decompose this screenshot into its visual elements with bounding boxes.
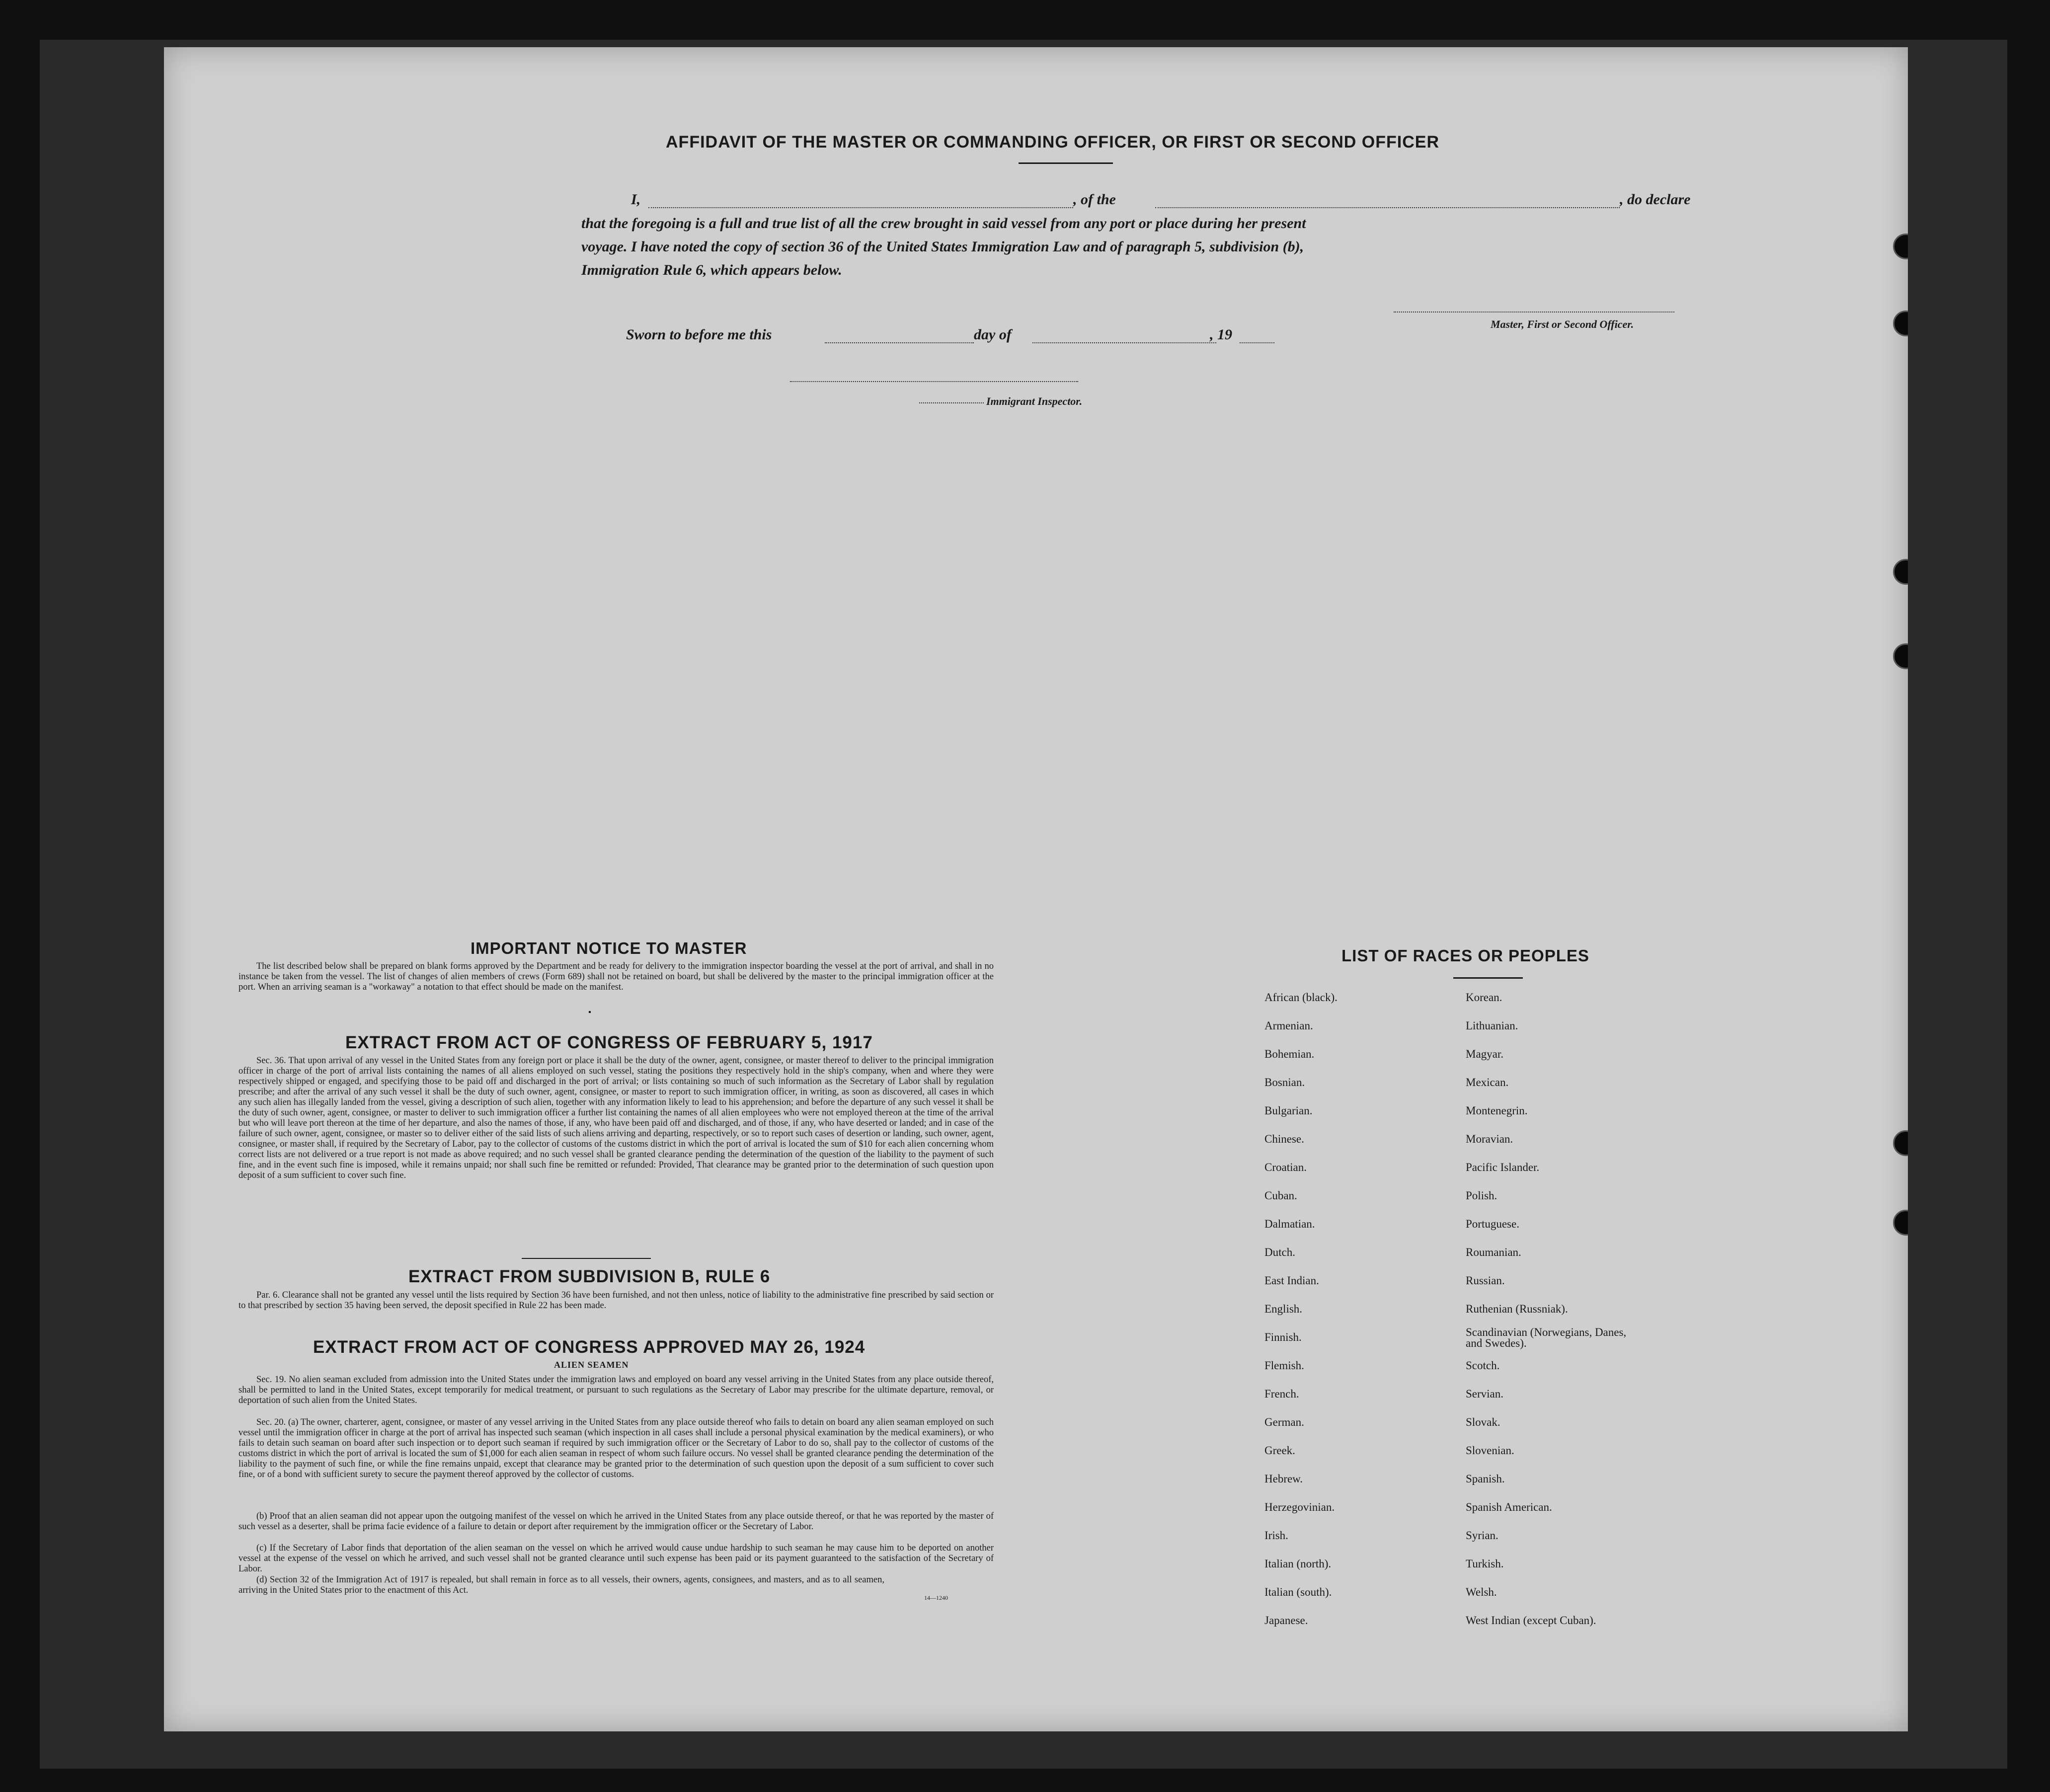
- race-item: Dalmatian.: [1264, 1218, 1315, 1230]
- race-item: Finnish.: [1264, 1331, 1302, 1343]
- rule6-body: Par. 6. Clearance shall not be granted any vessel until the lists required by Section 36 have been furnished, and not then unless, notice of liability to the administrative fine prescribed by said section or to that prescribed by section 35 having been served, the deposit specified in Rule 22 has been made.: [238, 1290, 994, 1311]
- race-item: Chinese.: [1264, 1133, 1304, 1145]
- race-item: Bohemian.: [1264, 1048, 1315, 1060]
- race-item: African (black).: [1264, 991, 1338, 1004]
- title-divider: [1019, 162, 1113, 164]
- year-blank: [1240, 342, 1274, 343]
- race-item: Russian.: [1466, 1274, 1505, 1287]
- race-item: Roumanian.: [1466, 1246, 1521, 1258]
- extract-1917-body: Sec. 36. That upon arrival of any vessel in the United States from any foreign port or place it shall be the duty of the owner, agent, consignee, or master thereof to deliver to the principal immigration officer in charge of the port of arrival lists containing the names of all aliens employed on such vessel, stating the positions they respectively hold in the ship's company, when and where they were respectively shipped or engaged, and specifying those to be paid off and discharged in the port of arrival; or lists containing so much of such information as the Secretary of Labor shall by regulation prescribe; and after the arrival of any such vessel it shall be the duty of such owner, agent, consignee, or master to report to such immigration officer, in writing, as soon as discovered, all cases in which any such alien has illegally landed from the vessel, giving a description of such alien, together with any information likely to lead to his apprehension; and before the departure of any such vessel it shall be the duty of such owner, agent, consignee, or master to deliver to such immigration officer a further list containing the names of all alien employees who were not employed thereon at the time of the arrival but who will leave port thereon at the time of her departure, and also the names of those, if any, who have been paid off and discharged, and of those, if any, who have deserted or landed; and in case of the failure of such owner, agent, consignee, or master so to deliver either of the said lists of such aliens arriving and departing, respectively, or so to report such cases of desertion or landing, such owner, agent, consignee, or master shall, if required by the Secretary of Labor, pay to the collector of customs of the customs district in which the port of arrival is located the sum of $10 for each alien concerning whom correct lists are not delivered or a true report is not made as above required; and no such vessel shall be granted clearance pending the determination of the question of the liability to the payment of such fine, and in the event such fine is imposed, while it remains unpaid; nor shall such fine be remitted or refunded: Provided, That clearance may be granted prior to the determination of such question upon deposit of a sum sufficient to cover such fine.: [238, 1056, 994, 1180]
- race-item: Italian (south).: [1264, 1586, 1332, 1598]
- year-prefix: , 19: [1210, 326, 1232, 343]
- sworn-day-blank: [825, 342, 974, 343]
- race-item: Croatian.: [1264, 1161, 1307, 1173]
- sec20c-body: (c) If the Secretary of Labor finds that deportation of the alien seaman on the vessel on which he arrived would cause undue hardship to such seaman he may cause him to be deported on another vessel at the expense of the vessel on which he arrived, and such vessel shall not be granted clearance until such expense has been paid or its payment guaranteed to the satisfaction of the Secretary of Labor.: [238, 1543, 994, 1574]
- notice-body: The list described below shall be prepared on blank forms approved by the Department and be ready for delivery to the immigration inspector boarding the vessel at the port of arrival, and shall in no instance be taken from the vessel. The list of changes of alien members of crews (Form 689) shall not be retained on board, but shall be delivered by the master to the principal immigration officer at the port. When an arriving seaman is a "workaway" a notation to that effect should be made on the manifest.: [238, 961, 994, 992]
- affidavit-line-1: that the foregoing is a full and true list of all the crew brought in said vessel from any port or place during her present: [581, 215, 1306, 232]
- name-blank: [648, 207, 1073, 208]
- race-item: Hebrew.: [1264, 1473, 1303, 1485]
- race-item: Herzegovinian.: [1264, 1501, 1335, 1513]
- race-item: Portuguese.: [1466, 1218, 1519, 1230]
- race-item: Cuban.: [1264, 1189, 1297, 1202]
- sec20a-body: Sec. 20. (a) The owner, charterer, agent, consignee, or master of any vessel arriving in the United States from any place outside thereof who fails to detain on board any alien seaman employed on such vessel until the immigration officer in charge at the port of arrival has inspected such seaman (which inspection in all cases shall include a personal physical examination by the medical examiners), or who fails to detain such seaman on board after such inspection or to deport such seaman if required by such immigration officer or the Secretary of Labor to do so, shall pay to the collector of customs of the customs district in which the port of arrival is located the sum of $1,000 for each alien seaman in respect of whom such failure occurs. No vessel shall be granted clearance pending the determination of the liability to the payment of such fine, or while the fine remains unpaid, except that clearance may be granted prior to the determination of such question upon the deposit of a sum sufficient to cover such fine, or of a bond with sufficient surety to secure the payment thereof approved by the collector of customs.: [238, 1417, 994, 1480]
- day-of-label: day of: [974, 326, 1012, 343]
- punch-hole: [1893, 311, 1908, 336]
- race-item: Italian (north).: [1264, 1558, 1332, 1570]
- sec20d-body: (d) Section 32 of the Immigration Act of 1917 is repealed, but shall remain in force as to all vessels, their owners, agents, consignees, and masters, and as to all seamen, arriving in the United States prior to the enactment of this Act.: [238, 1575, 884, 1595]
- race-item: Polish.: [1466, 1189, 1498, 1202]
- race-item: Irish.: [1264, 1529, 1288, 1542]
- document-page: [164, 47, 1908, 1731]
- inspector-label: Immigrant Inspector.: [986, 395, 1083, 407]
- extract-divider: [522, 1258, 651, 1259]
- punch-hole: [1893, 643, 1908, 669]
- affidavit-of-the: , of the: [1073, 191, 1116, 208]
- race-item: Dutch.: [1264, 1246, 1295, 1258]
- race-item: Korean.: [1466, 991, 1502, 1004]
- signature-label: Master, First or Second Officer.: [1491, 318, 1634, 330]
- race-item: Armenian.: [1264, 1019, 1313, 1032]
- form-code: 14—1240: [924, 1594, 948, 1601]
- race-item: Servian.: [1466, 1388, 1504, 1400]
- race-item: Slovak.: [1466, 1416, 1500, 1428]
- race-item: German.: [1264, 1416, 1304, 1428]
- punch-hole: [1893, 559, 1908, 585]
- sec19-body: Sec. 19. No alien seaman excluded from admission into the United States under the immigration laws and employed on board any vessel arriving in the United States from any place outside thereof, shall be permitted to land in the United States, except temporarily for medical treatment, or pursuant to such regulations as the Secretary of Labor may prescribe for the ultimate departure, removal, or deportation of such alien from the United States.: [238, 1375, 994, 1405]
- race-item: Spanish American.: [1466, 1501, 1552, 1513]
- race-item: Pacific Islander.: [1466, 1161, 1540, 1173]
- affidavit-title: AFFIDAVIT OF THE MASTER OR COMMANDING OFFICER, OR FIRST OR SECOND OFFICER: [666, 133, 1439, 152]
- race-item: Spanish.: [1466, 1473, 1505, 1485]
- alien-seamen-subtitle: ALIEN SEAMEN: [554, 1360, 629, 1370]
- sworn-month-blank: [1032, 342, 1216, 343]
- race-item: Greek.: [1264, 1444, 1295, 1457]
- race-item: Lithuanian.: [1466, 1019, 1518, 1032]
- race-item: Scandinavian (Norwegians, Danes, and Swedes).: [1466, 1326, 1627, 1349]
- inspector-dots: [919, 402, 984, 403]
- race-item: Magyar.: [1466, 1048, 1504, 1060]
- race-item: Moravian.: [1466, 1133, 1513, 1145]
- affidavit-do-declare: , do declare: [1620, 191, 1691, 208]
- race-item: West Indian (except Cuban).: [1466, 1614, 1596, 1627]
- race-item: East Indian.: [1264, 1274, 1319, 1287]
- rule6-title: EXTRACT FROM SUBDIVISION B, RULE 6: [408, 1267, 771, 1286]
- race-item: Bulgarian.: [1264, 1104, 1313, 1117]
- race-item: Scotch.: [1466, 1359, 1500, 1372]
- race-item: Montenegrin.: [1466, 1104, 1528, 1117]
- race-item: French.: [1264, 1388, 1299, 1400]
- affidavit-i-label: I,: [631, 191, 641, 208]
- races-title: LIST OF RACES OR PEOPLES: [1341, 946, 1589, 965]
- bleed-through-text: [462, 107, 472, 126]
- race-item: Turkish.: [1466, 1558, 1504, 1570]
- notice-bullet: [589, 1011, 591, 1013]
- inspector-line: [790, 381, 1078, 382]
- race-item: Bosnian.: [1264, 1076, 1305, 1089]
- race-item: Flemish.: [1264, 1359, 1304, 1372]
- race-item: Slovenian.: [1466, 1444, 1514, 1457]
- affidavit-line-2: voyage. I have noted the copy of section 36 of the United States Immigration Law and of paragraph 5, subdivision (b),: [581, 238, 1304, 255]
- vessel-blank: [1155, 207, 1620, 208]
- sec20b-body: (b) Proof that an alien seaman did not appear upon the outgoing manifest of the vessel on which he arrived in the United States from any place outside thereof, or that he was reported by the master of such vessel as a deserter, shall be prima facie evidence of a failure to detain or deport after requirement by the immigration officer or the Secretary of Labor.: [238, 1511, 994, 1532]
- race-item: English.: [1264, 1303, 1303, 1315]
- punch-hole: [1893, 1210, 1908, 1236]
- punch-hole: [1893, 1130, 1908, 1156]
- race-item: Syrian.: [1466, 1529, 1498, 1542]
- notice-title: IMPORTANT NOTICE TO MASTER: [471, 939, 747, 957]
- extract-1924-title: EXTRACT FROM ACT OF CONGRESS APPROVED MAY 26, 1924: [313, 1337, 866, 1357]
- race-item: Mexican.: [1466, 1076, 1509, 1089]
- races-divider: [1453, 977, 1523, 979]
- race-item: Welsh.: [1466, 1586, 1497, 1598]
- extract-1917-title: EXTRACT FROM ACT OF CONGRESS OF FEBRUARY 5, 1917: [345, 1033, 873, 1052]
- race-item: Ruthenian (Russniak).: [1466, 1303, 1568, 1315]
- affidavit-line-3: Immigration Rule 6, which appears below.: [581, 262, 842, 278]
- race-item: Japanese.: [1264, 1614, 1308, 1627]
- punch-hole: [1893, 234, 1908, 259]
- sworn-label: Sworn to before me this: [626, 326, 772, 343]
